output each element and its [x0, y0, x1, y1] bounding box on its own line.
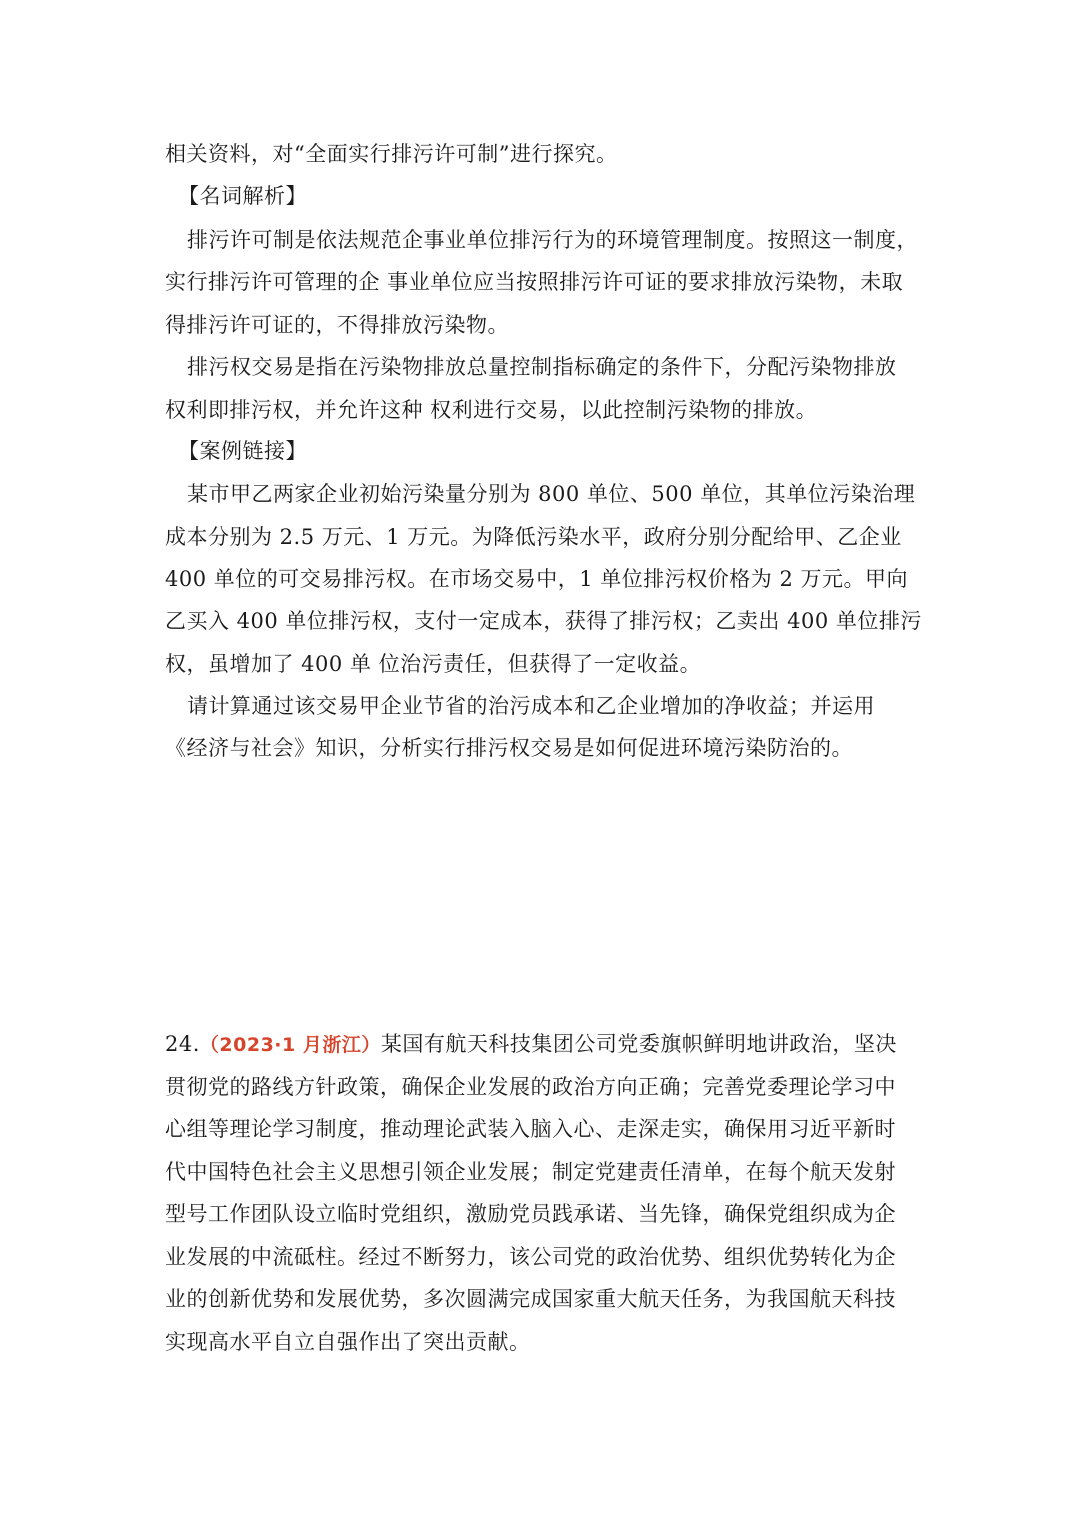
- paragraph-line: 成本分别为 2.5 万元、1 万元。为降低污染水平，政府分别分配给甲、乙企业: [165, 525, 902, 549]
- paragraph-line: 排污权交易是指在污染物排放总量控制指标确定的条件下，分配污染物排放: [187, 355, 897, 379]
- question-line: 《经济与社会》知识，分析实行排污权交易是如何促进环境污染防治的。: [165, 736, 853, 760]
- paragraph-line: 型号工作团队设立临时党组织，激励党员践承诺、当先锋，确保党组织成为企: [165, 1202, 896, 1226]
- question-source-tag: （2023·1 月浙江）: [199, 1034, 381, 1056]
- question-text-start: 某国有航天科技集团公司党委旗帜鲜明地讲政治，坚决: [380, 1032, 897, 1056]
- question-24-first-line: [165, 1030, 925, 1059]
- paragraph-line: 实行排污许可管理的企 事业单位应当按照排污许可证的要求排放污染物，未取: [165, 270, 904, 294]
- paragraph-line: 权利即排污权，并允许这种 权利进行交易，以此控制污染物的排放。: [165, 398, 818, 422]
- paragraph-line: 心组等理论学习制度，推动理论武装入脑入心、走深走实，确保用习近平新时: [165, 1117, 896, 1141]
- question-line: 请计算通过该交易甲企业节省的治污成本和乙企业增加的净收益；并运用: [187, 694, 875, 718]
- paragraph-line: 权，虽增加了 400 单 位治污责任，但获得了一定收益。: [165, 652, 702, 676]
- question-number: 24.: [165, 1032, 200, 1056]
- paragraph-line: 贯彻党的路线方针政策，确保企业发展的政治方向正确；完善党委理论学习中: [165, 1075, 896, 1099]
- paragraph-line: 400 单位的可交易排污权。在市场交易中，1 单位排污权价格为 2 万元。甲向: [165, 567, 909, 591]
- intro-line: 相关资料，对“全面实行排污许可制”进行探究。: [165, 142, 618, 166]
- heading-term-explanation: 【名词解析】: [178, 184, 307, 208]
- paragraph-line: 排污许可制是依法规范企事业单位排污行为的环境管理制度。按照这一制度，: [187, 228, 918, 252]
- heading-case-link: 【案例链接】: [178, 439, 307, 463]
- paragraph-line: 代中国特色社会主义思想引领企业发展；制定党建责任清单，在每个航天发射: [165, 1160, 896, 1184]
- paragraph-line: 乙买入 400 单位排污权，支付一定成本，获得了排污权；乙卖出 400 单位排污: [165, 609, 922, 633]
- paragraph-line: 某市甲乙两家企业初始污染量分别为 800 单位、500 单位，其单位污染治理: [187, 482, 916, 506]
- paragraph-line: 业的创新优势和发展优势，多次圆满完成国家重大航天任务，为我国航天科技: [165, 1287, 896, 1311]
- paragraph-line: 业发展的中流砥柱。经过不断努力，该公司党的政治优势、组织优势转化为企: [165, 1245, 896, 1269]
- paragraph-line: 得排污许可证的，不得排放污染物。: [165, 313, 509, 337]
- paragraph-line: 实现高水平自立自强作出了突出贡献。: [165, 1330, 531, 1354]
